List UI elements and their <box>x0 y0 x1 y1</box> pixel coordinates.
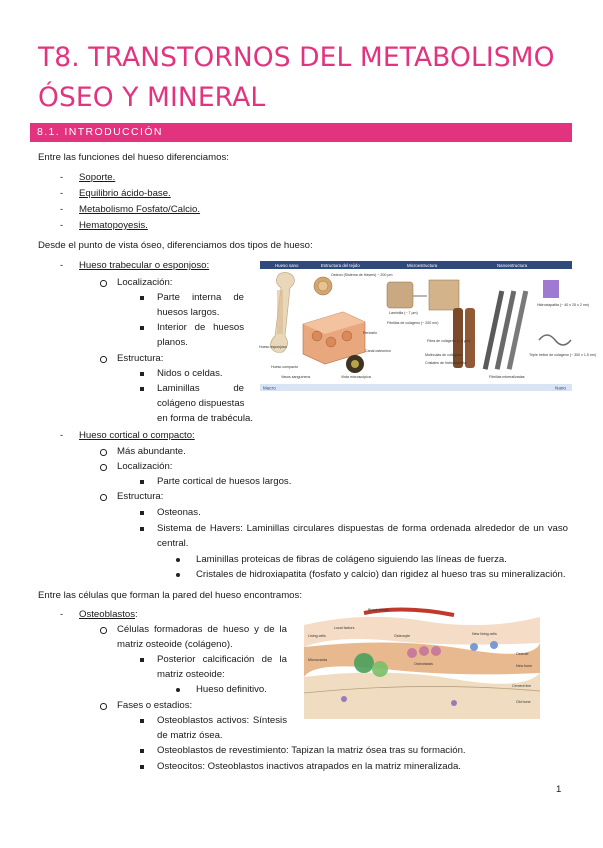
fig1-label: Moléculas de colágeno <box>425 353 462 357</box>
fig1-col-1: Hueso sano <box>275 263 299 268</box>
cortical-loc-1: Parte cortical de huesos largos. <box>157 476 292 487</box>
cortical-heading: Hueso cortical o compacto: <box>79 430 195 441</box>
osteoblastos-activos-b: de matriz ósea. <box>157 730 223 741</box>
cortical-est-2b: central. <box>157 538 189 549</box>
cortical-sub-2: Cristales de hidroxiapatita (fosfato y calcio) dan rigidez al hueso tras su mineralización. <box>196 569 566 580</box>
circle-bullet <box>100 464 107 471</box>
function-item: Metabolismo Fosfato/Calcio. <box>79 204 201 215</box>
microscopic-view-center <box>351 360 359 368</box>
osteoblastos-fases: Fases o estadios: <box>117 700 193 711</box>
osteoblastos-desc-a: Células formadoras de hueso y de la <box>117 624 287 635</box>
cortical-abundante: Más abundante. <box>117 446 186 457</box>
osteocyte-drawing <box>451 700 457 706</box>
osteoblastos-heading <box>79 609 138 621</box>
osteoblastos-definitivo: Hueso definitivo. <box>196 684 267 695</box>
osteoclast-drawing <box>354 653 374 673</box>
square-bullet <box>140 749 144 753</box>
square-bullet <box>140 658 144 662</box>
circle-bullet <box>100 280 107 287</box>
list-dash: - <box>60 204 64 215</box>
trabecular-loc-2a: Interior de huesos <box>157 322 244 333</box>
title-line-2: ÓSEO Y MINERAL <box>38 82 266 113</box>
osteoblast-drawing <box>431 646 441 656</box>
bone-structure-figure <box>257 260 597 397</box>
fig1-label: Hueso esponjoso <box>259 345 287 349</box>
cortical-est-1: Osteonas. <box>157 507 201 518</box>
list-dash: - <box>60 609 64 620</box>
trabecular-est-2a: Laminillas de <box>157 383 244 394</box>
osteoblastos-heading-text: Osteoblastos <box>79 609 135 620</box>
round-bullet <box>176 558 180 562</box>
fig1-label: Fibrillas mineralizadas <box>489 375 525 379</box>
bone-remodeling-figure <box>304 607 540 719</box>
osteoclast-drawing <box>372 661 388 677</box>
list-dash: - <box>60 188 64 199</box>
square-bullet <box>140 326 144 330</box>
trabecular-heading: Hueso trabecular o esponjoso: <box>79 260 210 271</box>
collagen-fiber-drawing <box>453 308 463 368</box>
lining-cell-drawing <box>470 643 478 651</box>
fig1-label: Fibra de colágeno (~ 6 µm) <box>427 339 471 343</box>
osteoblast-drawing <box>419 646 429 656</box>
osteoblastos-revest: Osteoblastos de revestimiento: Tapizan la matriz ósea tras su formación. <box>157 745 466 756</box>
femur-shaft <box>277 290 283 334</box>
circle-bullet <box>100 449 107 456</box>
osteoblastos-post-b: matriz osteoide: <box>157 669 225 680</box>
fig2-label: Local factors <box>334 626 355 630</box>
square-bullet <box>140 480 144 484</box>
cortical-localizacion: Localización: <box>117 461 173 472</box>
square-bullet <box>140 372 144 376</box>
square-bullet <box>140 719 144 723</box>
scale-bar <box>260 384 572 391</box>
circle-bullet <box>100 703 107 710</box>
trabecular-loc-2b: planos. <box>157 337 188 348</box>
osteoblastos-osteocitos: Osteocitos: Osteoblastos inactivos atrapados en la matriz mineralizada. <box>157 761 461 772</box>
osteon-circle <box>312 331 322 341</box>
function-item: Hematopoyesis. <box>79 220 148 231</box>
square-bullet <box>140 511 144 515</box>
osteocyte-drawing <box>341 696 347 702</box>
square-bullet <box>140 296 144 300</box>
fig2-label: New lining cells <box>472 632 497 636</box>
trabecular-est-2c: en forma de trabécula. <box>157 413 253 424</box>
fig2-label: Old bone <box>516 700 531 704</box>
fig1-label: Laminilla (~ 7 µm) <box>389 311 418 315</box>
fig2-label: Osteocyte <box>394 634 411 638</box>
list-dash: - <box>60 430 64 441</box>
osteoblastos-desc-b: matriz osteoide (colágeno). <box>117 639 233 650</box>
fig2-label: Osteoid <box>516 652 529 656</box>
fig1-label: Hueso compacto <box>271 365 298 369</box>
trabecular-loc-1a: Parte interna de <box>157 292 244 303</box>
cells-intro-text: Entre las células que forman la pared del hueso encontramos: <box>38 590 302 601</box>
fig2-label: Blood vessel <box>368 608 389 612</box>
fig1-label: Vasos sanguíneos <box>281 375 311 379</box>
list-dash: - <box>60 172 64 183</box>
osteon-zoom-inner <box>318 281 328 291</box>
osteoblastos-colon: : <box>135 609 138 620</box>
fig2-label: Osteoblasts <box>414 662 433 666</box>
fig2-label: Lining cells <box>308 634 326 638</box>
page-title <box>38 38 578 118</box>
lining-cell-drawing <box>490 641 498 649</box>
section-heading-band <box>30 123 572 142</box>
round-bullet <box>176 573 180 577</box>
square-bullet <box>140 527 144 531</box>
square-bullet <box>140 387 144 391</box>
fig1-label: Hidroxiapatita (~ 40 x 25 x 2 nm) <box>537 303 590 307</box>
fig1-label: Triple hélice de colágeno (~ 300 x 1,5 nm) <box>529 353 597 357</box>
collagen-fiber-drawing <box>465 308 475 368</box>
circle-bullet <box>100 356 107 363</box>
section-heading: 8.1. INTRODUCCIÓN <box>37 126 163 138</box>
fig2-label: Cement line <box>512 684 532 688</box>
osteon-circle <box>326 337 336 347</box>
fig1-label: Periostio <box>363 331 377 335</box>
fig1-label: Osteon (Sistema de Havers) ~ 200 µm <box>331 273 393 277</box>
round-bullet <box>176 688 180 692</box>
hydroxyapatite-drawing <box>543 280 559 298</box>
trabecular-est-1: Nidos o celdas. <box>157 368 223 379</box>
fig1-label: Vista microscópica <box>341 375 371 379</box>
osteon-circle <box>342 331 352 341</box>
types-intro-text: Desde el punto de vista óseo, diferenciamos dos tipos de hueso: <box>38 240 313 251</box>
fig2-label: Microcracks <box>308 658 328 662</box>
list-dash: - <box>60 260 64 271</box>
list-dash: - <box>60 220 64 231</box>
osteoblastos-post-a: Posterior calcificación de la <box>157 654 287 665</box>
title-line-1: T8. TRANSTORNOS DEL METABOLISMO <box>38 42 555 73</box>
lamella-drawing <box>387 282 413 308</box>
fig2-label: New bone <box>516 664 533 668</box>
fig1-col-2: Estructura del tejido <box>321 263 360 268</box>
fig1-label: Cristales de hidroxiapatita <box>425 361 467 365</box>
circle-bullet <box>100 494 107 501</box>
fig1-label: Canal osteonico <box>365 349 391 353</box>
fig1-macro: Macro <box>263 385 276 391</box>
osteoblastos-activos-a: Osteoblastos activos: Síntesis <box>157 715 287 726</box>
cortical-sub-1: Laminillas proteicas de fibras de colágeno siguiendo las líneas de fuerza. <box>196 554 507 565</box>
trabecular-localizacion: Localización: <box>117 277 173 288</box>
trabecular-est-2b: colágeno dispuestas <box>157 398 245 409</box>
function-item: Equilibrio ácido-base. <box>79 188 171 199</box>
square-bullet <box>140 765 144 769</box>
fig1-label: Fibrillas de colágeno (~ 200 nm) <box>387 321 439 325</box>
osteoblast-drawing <box>407 648 417 658</box>
fibrils-drawing <box>429 280 459 310</box>
page-number: 1 <box>556 784 562 795</box>
intro-text: Entre las funciones del hueso diferenciamos: <box>38 152 229 163</box>
trabecular-loc-1b: huesos largos. <box>157 307 220 318</box>
fig1-nano: Nano <box>555 385 566 391</box>
cortical-est-2a: Sistema de Havers: Laminillas circulares dispuestas de forma ordenada alrededor de un vaso <box>157 523 568 534</box>
trabecular-estructura: Estructura: <box>117 353 164 364</box>
fig1-col-3: Microestructura <box>407 263 438 268</box>
circle-bullet <box>100 627 107 634</box>
function-item: Soporte. <box>79 172 116 183</box>
cortical-estructura: Estructura: <box>117 491 164 502</box>
fig1-col-4: Nanoestructura <box>497 263 528 268</box>
